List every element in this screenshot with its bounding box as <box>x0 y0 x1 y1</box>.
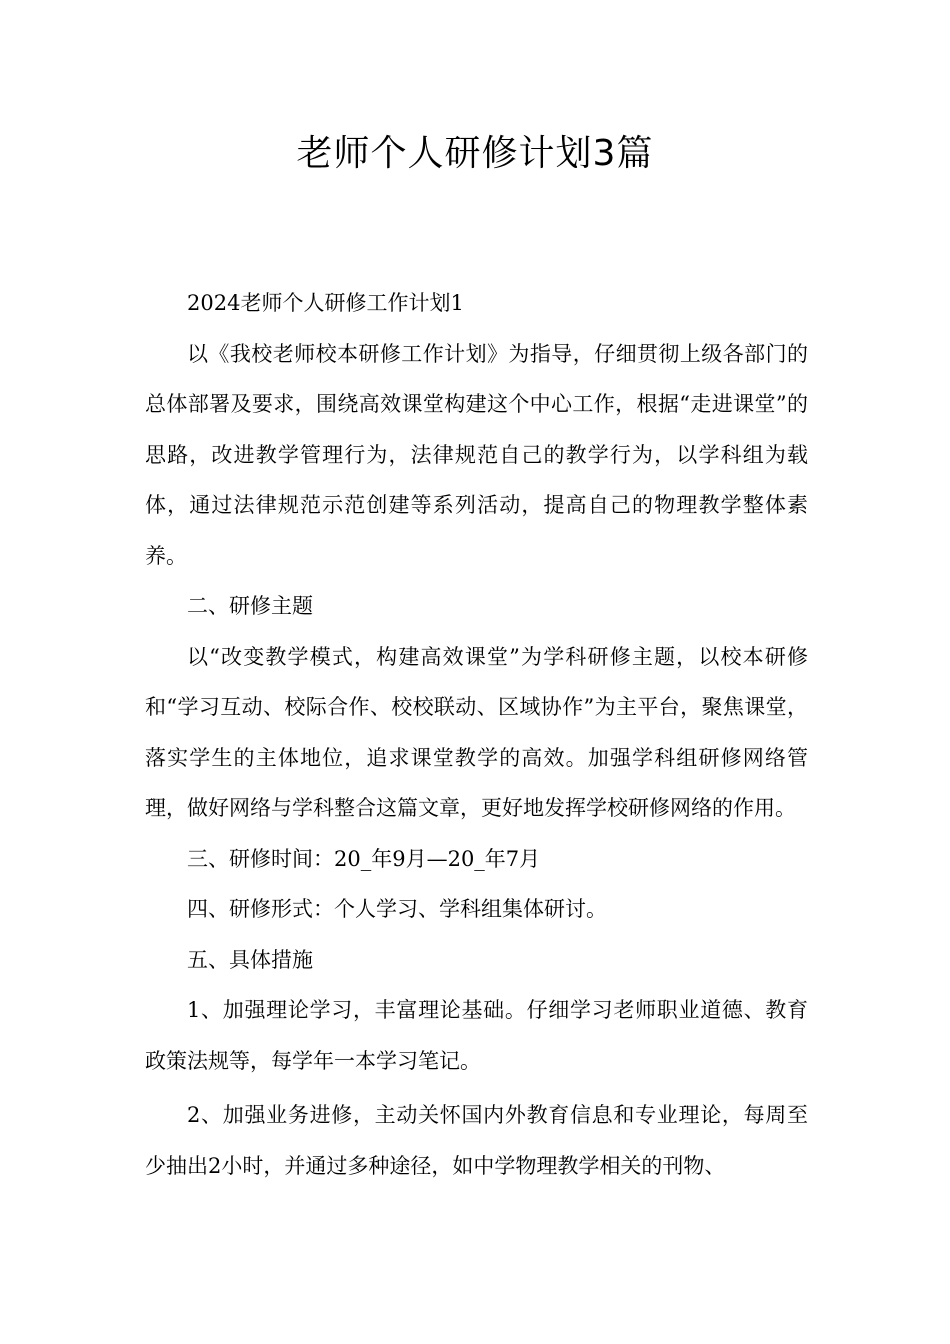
paragraph: 2、加强业务进修，主动关怀国内外教育信息和专业理论，每周至少抽出2小时，并通过多种途径，如中学物理教学相关的刊物、 <box>145 1103 808 1178</box>
paragraph: 1、加强理论学习，丰富理论基础。仔细学习老师职业道德、教育政策法规等，每学年一本学习笔记。 <box>145 998 808 1073</box>
document-body <box>145 278 808 1191</box>
paragraph: 三、研修时间：20_年9月—20_年7月 <box>187 846 541 871</box>
paragraph: 以《我校老师校本研修工作计划》为指导，仔细贯彻上级各部门的总体部署及要求，围绕高效课堂构建这个中心工作，根据“走进课堂”的思路，改进教学管理行为，法律规范自己的教学行为，以学科组为载体，通过法律规范示范创建等系列活动，提高自己的物理教学整体素养。 <box>145 341 808 568</box>
document-title: 老师个人研修计划3篇 <box>296 133 654 174</box>
section-heading: 2024老师个人研修工作计划1 <box>187 291 464 315</box>
section-heading: 五、具体措施 <box>187 947 313 972</box>
section-heading: 二、研修主题 <box>187 594 313 618</box>
paragraph: 四、研修形式：个人学习、学科组集体研讨。 <box>187 897 607 921</box>
paragraph: 以“改变教学模式，构建高效课堂”为学科研修主题，以校本研修和“学习互动、校际合作、校校联动、区域协作”为主平台，聚焦课堂，落实学生的主体地位，追求课堂教学的高效。加强学科组研修网络管理，做好网络与学科整合这篇文章，更好地发挥学校研修网络的作用。 <box>145 644 808 820</box>
